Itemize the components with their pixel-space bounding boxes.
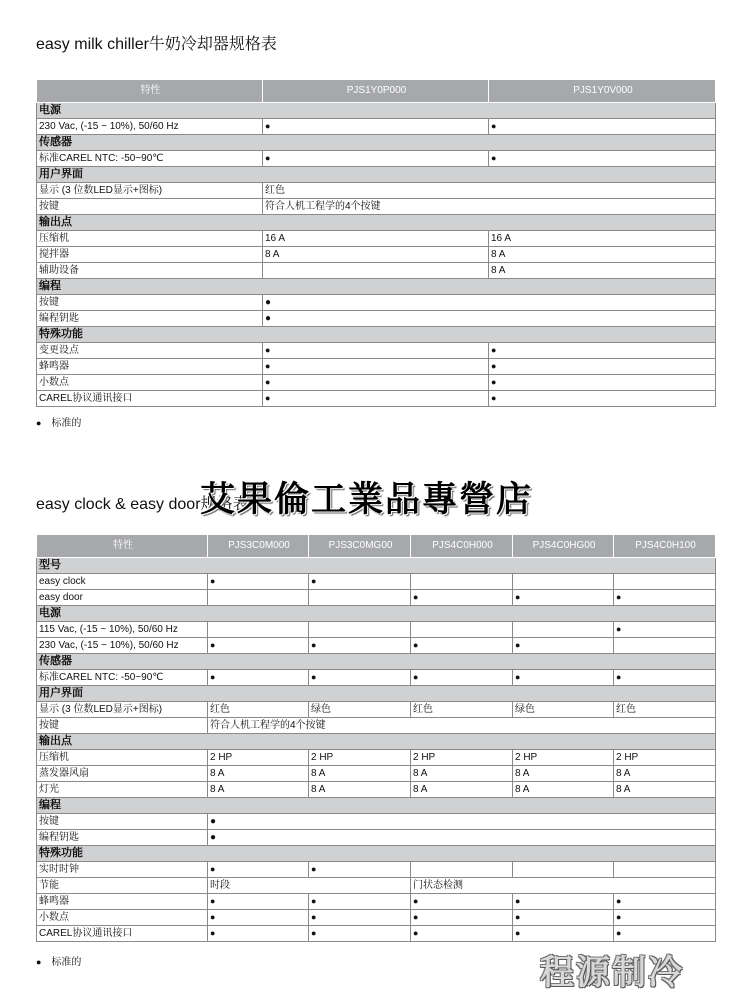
column-header-feature: 特性: [37, 80, 263, 103]
table-row: [37, 391, 716, 407]
column-header-feature: 特性: [37, 535, 208, 558]
section-header-row: [37, 798, 716, 814]
row-label: 115 Vac, (-15 ~ 10%), 50/60 Hz: [37, 622, 208, 638]
footnote-text: 标准的: [51, 957, 82, 968]
row-label: 按键: [37, 199, 263, 215]
row-value: ●: [614, 910, 716, 926]
row-value: ●: [208, 862, 309, 878]
row-value: 符合人机工程学的4个按键: [263, 199, 716, 215]
section-title: 编程: [37, 798, 716, 814]
section-title: 电源: [37, 606, 716, 622]
row-value: ●: [411, 590, 513, 606]
row-value: ●: [411, 894, 513, 910]
section-header-row: [37, 606, 716, 622]
column-header-model: PJS1Y0V000: [489, 80, 716, 103]
table-row: [37, 894, 716, 910]
row-value: 2 HP: [411, 750, 513, 766]
row-value: ●: [309, 574, 411, 590]
row-value: 符合人机工程学的4个按键: [208, 718, 716, 734]
row-label: 节能: [37, 878, 208, 894]
row-label: 实时时钟: [37, 862, 208, 878]
table-row: [37, 782, 716, 798]
table-row: [37, 247, 716, 263]
table-row: [37, 718, 716, 734]
table-row: [37, 830, 716, 846]
table-row: [37, 926, 716, 942]
row-value: [513, 622, 614, 638]
row-value: 8 A: [208, 782, 309, 798]
table-row: [37, 622, 716, 638]
table-row: [37, 311, 716, 327]
section-header-row: [37, 846, 716, 862]
section-title: 用户界面: [37, 167, 716, 183]
bullet-icon: ●: [36, 418, 42, 428]
row-value: ●: [309, 894, 411, 910]
row-value: [411, 622, 513, 638]
row-value: 2 HP: [309, 750, 411, 766]
column-header-model: PJS4C0HG00: [513, 535, 614, 558]
section-title: 传感器: [37, 135, 716, 151]
row-label: 蒸发器风扇: [37, 766, 208, 782]
row-value: ●: [513, 590, 614, 606]
row-label: CAREL协议通讯接口: [37, 391, 263, 407]
row-value: 绿色: [309, 702, 411, 718]
table-row: [37, 343, 716, 359]
section-header-row: [37, 215, 716, 231]
table-row: [37, 359, 716, 375]
table-row: [37, 375, 716, 391]
row-value: ●: [489, 375, 716, 391]
row-value: [614, 574, 716, 590]
row-value: 时段: [208, 878, 411, 894]
row-value: ●: [513, 926, 614, 942]
row-value: 8 A: [513, 766, 614, 782]
row-value: [208, 590, 309, 606]
section-header-row: [37, 135, 716, 151]
row-value: ●: [208, 574, 309, 590]
row-value: ●: [263, 119, 489, 135]
row-value: [614, 638, 716, 654]
row-label: 显示 (3 位数LED显示+图标): [37, 702, 208, 718]
footnote-standard: [36, 953, 81, 968]
row-label: CAREL协议通讯接口: [37, 926, 208, 942]
row-value: [208, 622, 309, 638]
row-value: 8 A: [614, 782, 716, 798]
row-value: ●: [263, 311, 716, 327]
row-value: 绿色: [513, 702, 614, 718]
row-value: ●: [208, 910, 309, 926]
row-value: ●: [208, 894, 309, 910]
row-value: ●: [263, 295, 716, 311]
row-value: 16 A: [263, 231, 489, 247]
row-label: 辅助设备: [37, 263, 263, 279]
brand-stamp: 程源制冷: [540, 953, 684, 993]
row-value: 红色: [208, 702, 309, 718]
row-value: ●: [208, 926, 309, 942]
table-row: [37, 910, 716, 926]
row-label: 变更设点: [37, 343, 263, 359]
row-label: 编程钥匙: [37, 830, 208, 846]
section-title: 编程: [37, 279, 716, 295]
row-value: [513, 862, 614, 878]
row-value: 8 A: [309, 766, 411, 782]
row-value: 8 A: [513, 782, 614, 798]
row-label: 按键: [37, 814, 208, 830]
section-title: 型号: [37, 558, 716, 574]
table-row: [37, 638, 716, 654]
row-value: ●: [309, 862, 411, 878]
section-header-row: [37, 558, 716, 574]
row-value: ●: [263, 343, 489, 359]
column-header-model: PJS3C0M000: [208, 535, 309, 558]
row-label: 蜂鸣器: [37, 359, 263, 375]
table-row: [37, 574, 716, 590]
table-row: [37, 231, 716, 247]
row-label: 编程钥匙: [37, 311, 263, 327]
row-value: ●: [411, 910, 513, 926]
table-row: [37, 814, 716, 830]
column-header-model: PJS4C0H000: [411, 535, 513, 558]
row-value: 8 A: [309, 782, 411, 798]
table-header-row: [37, 535, 716, 558]
row-value: ●: [208, 814, 716, 830]
row-label: 230 Vac, (-15 ~ 10%), 50/60 Hz: [37, 638, 208, 654]
row-value: 2 HP: [208, 750, 309, 766]
row-value: ●: [489, 343, 716, 359]
row-value: [513, 574, 614, 590]
row-value: ●: [614, 622, 716, 638]
table-row: [37, 702, 716, 718]
row-label: easy clock: [37, 574, 208, 590]
row-value: 门状态检测: [411, 878, 716, 894]
row-value: ●: [411, 670, 513, 686]
section-title: 特殊功能: [37, 327, 716, 343]
row-value: ●: [489, 391, 716, 407]
row-value: 红色: [411, 702, 513, 718]
section-title: 用户界面: [37, 686, 716, 702]
row-value: 2 HP: [513, 750, 614, 766]
row-label: 标准CAREL NTC: -50~90℃: [37, 670, 208, 686]
row-label: easy door: [37, 590, 208, 606]
row-value: 8 A: [489, 263, 716, 279]
section-header-row: [37, 103, 716, 119]
row-value: ●: [513, 670, 614, 686]
table-row: [37, 151, 716, 167]
section-header-row: [37, 279, 716, 295]
row-value: ●: [208, 830, 716, 846]
clock-door-spec-table: [36, 534, 716, 942]
row-label: 按键: [37, 718, 208, 734]
table-row: [37, 878, 716, 894]
row-value: [411, 574, 513, 590]
row-value: [614, 862, 716, 878]
row-value: ●: [208, 670, 309, 686]
row-value: ●: [411, 926, 513, 942]
row-value: 8 A: [411, 782, 513, 798]
footnote-standard: [36, 414, 81, 429]
table-row: [37, 766, 716, 782]
row-value: ●: [309, 638, 411, 654]
row-value: ●: [614, 894, 716, 910]
row-label: 小数点: [37, 910, 208, 926]
row-label: 显示 (3 位数LED显示+图标): [37, 183, 263, 199]
row-value: 8 A: [263, 247, 489, 263]
row-value: ●: [309, 670, 411, 686]
section-header-row: [37, 686, 716, 702]
footnote-text: 标准的: [51, 418, 82, 429]
section-title: 输出点: [37, 734, 716, 750]
table-row: [37, 670, 716, 686]
row-value: ●: [263, 391, 489, 407]
row-value: 8 A: [489, 247, 716, 263]
table-row: [37, 183, 716, 199]
row-value: ●: [309, 910, 411, 926]
row-value: ●: [263, 375, 489, 391]
section-header-row: [37, 734, 716, 750]
milk-chiller-spec-table: [36, 79, 716, 407]
row-label: 按键: [37, 295, 263, 311]
section-title: 输出点: [37, 215, 716, 231]
row-value: 8 A: [614, 766, 716, 782]
section-title: 传感器: [37, 654, 716, 670]
row-value: ●: [614, 670, 716, 686]
row-value: [309, 590, 411, 606]
table-row: [37, 119, 716, 135]
section-header-row: [37, 654, 716, 670]
row-value: ●: [614, 926, 716, 942]
row-label: 230 Vac, (-15 ~ 10%), 50/60 Hz: [37, 119, 263, 135]
table-row: [37, 750, 716, 766]
column-header-model: PJS4C0H100: [614, 535, 716, 558]
section-title: 特殊功能: [37, 846, 716, 862]
row-value: ●: [208, 638, 309, 654]
row-value: 2 HP: [614, 750, 716, 766]
table-header-row: [37, 80, 716, 103]
table-row: [37, 199, 716, 215]
row-value: ●: [411, 638, 513, 654]
column-header-model: PJS1Y0P000: [263, 80, 489, 103]
bullet-icon: ●: [36, 957, 42, 967]
section-header-row: [37, 167, 716, 183]
row-label: 蜂鸣器: [37, 894, 208, 910]
row-value: [411, 862, 513, 878]
row-value: [309, 622, 411, 638]
table-row: [37, 263, 716, 279]
row-value: 红色: [614, 702, 716, 718]
row-value: 8 A: [208, 766, 309, 782]
row-value: ●: [489, 359, 716, 375]
table-row: [37, 590, 716, 606]
table-row: [37, 862, 716, 878]
milk-chiller-title: easy milk chiller牛奶冷却器规格表: [36, 36, 277, 53]
row-value: ●: [489, 151, 716, 167]
row-value: ●: [513, 910, 614, 926]
row-value: ●: [614, 590, 716, 606]
row-value: ●: [263, 359, 489, 375]
row-label: 压缩机: [37, 231, 263, 247]
row-value: ●: [513, 894, 614, 910]
row-label: 小数点: [37, 375, 263, 391]
row-value: ●: [263, 151, 489, 167]
row-value: ●: [513, 638, 614, 654]
row-label: 搅拌器: [37, 247, 263, 263]
section-header-row: [37, 327, 716, 343]
column-header-model: PJS3C0MG00: [309, 535, 411, 558]
row-value: ●: [309, 926, 411, 942]
row-value: 16 A: [489, 231, 716, 247]
row-label: 灯光: [37, 782, 208, 798]
row-value: 8 A: [411, 766, 513, 782]
section-title: 电源: [37, 103, 716, 119]
table-row: [37, 295, 716, 311]
row-label: 压缩机: [37, 750, 208, 766]
row-label: 标准CAREL NTC: -50~90℃: [37, 151, 263, 167]
row-value: 红色: [263, 183, 716, 199]
shop-watermark: 艾果倫工業品專營店: [200, 479, 534, 520]
row-value: ●: [489, 119, 716, 135]
clock-door-title: easy clock & easy door规格表: [36, 496, 249, 513]
row-value: [263, 263, 489, 279]
